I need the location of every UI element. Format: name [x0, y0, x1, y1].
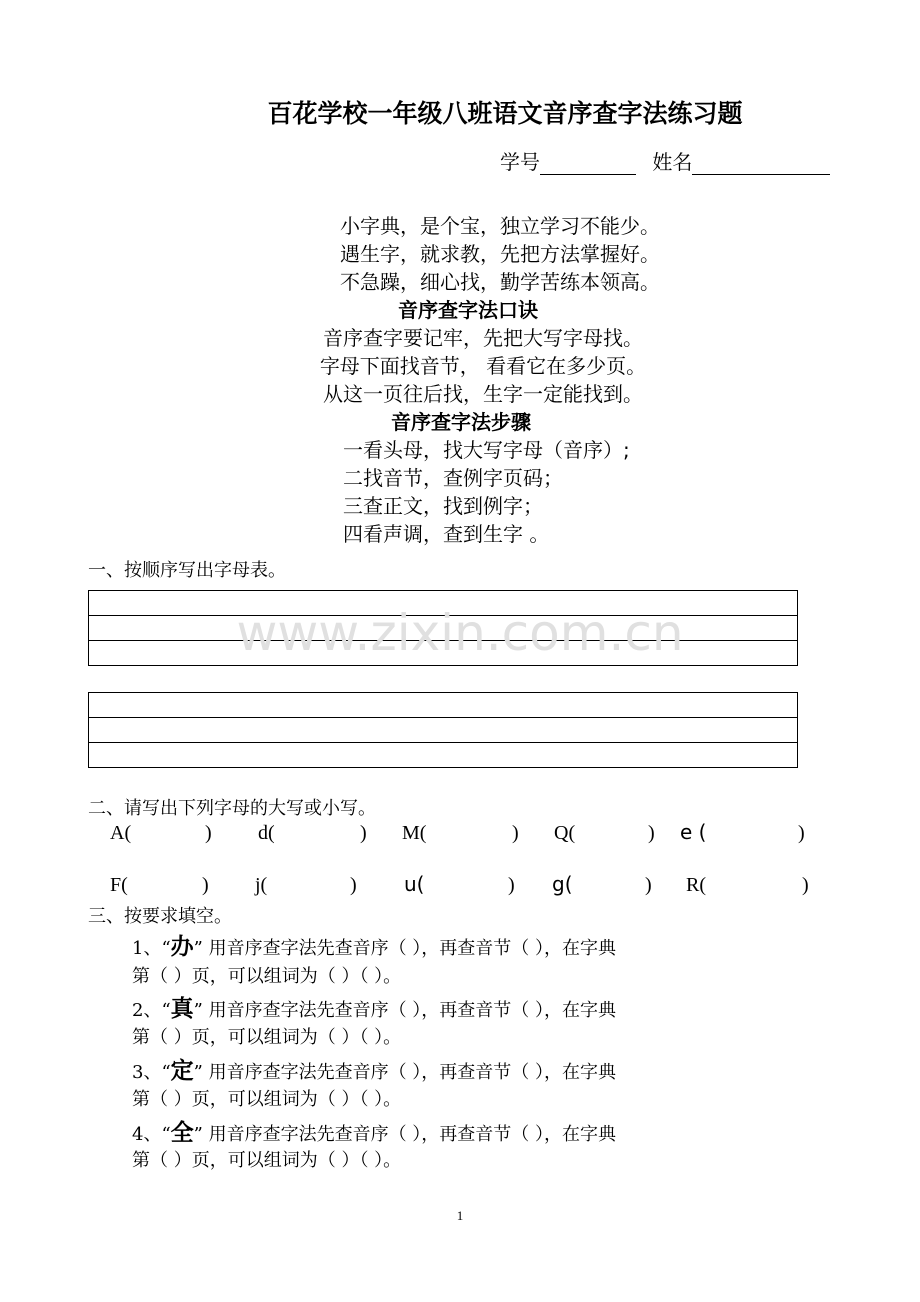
question-3-line-1 [132, 1052, 616, 1085]
question-4-line-2: 第（ ）页，可以组词为（ ）（ ）。 [132, 1150, 402, 1171]
question-number: 2、“ [132, 1000, 171, 1021]
poem-line-3: 不急躁，细心找，勤学苦练本领高。 [340, 270, 660, 294]
page-title: 百花学校一年级八班语文音序查字法练习题 [267, 99, 743, 128]
question-4-line-1 [132, 1114, 616, 1147]
name-blank[interactable] [692, 152, 830, 175]
step-line-3: 三查正文，找到例字； [343, 494, 543, 518]
rhyme-line-2: 字母下面找音节， 看看它在多少页。 [319, 354, 647, 378]
writing-line[interactable] [89, 743, 797, 767]
poem-line-1: 小字典，是个宝，独立学习不能少。 [340, 214, 660, 238]
question-text: ” 用音序查字法先查音序（ ），再查音节（ ），在字典 [193, 1000, 617, 1021]
rhyme-line-3: 从这一页往后找，生字一定能找到。 [323, 382, 643, 406]
letter-prompt: M( [402, 822, 427, 844]
letter-close: ) [205, 822, 212, 844]
question-3-line-2: 第（ ）页，可以组词为（ ）（ ）。 [132, 1089, 402, 1110]
letter-close: ) [508, 874, 515, 896]
student-no-label: 学号 [500, 150, 540, 174]
letter-prompt: d( [258, 822, 275, 844]
target-character: 办 [170, 934, 194, 960]
letter-prompt: u( [404, 872, 425, 896]
writing-line[interactable] [89, 718, 797, 743]
name-label: 姓名 [652, 150, 693, 174]
section-1-heading: 一、按顺序写出字母表。 [88, 560, 286, 581]
target-character: 真 [170, 996, 194, 1022]
letter-prompt: F( [110, 874, 128, 896]
step-line-2: 二找音节，查例字页码； [343, 466, 563, 490]
student-no-blank[interactable] [540, 152, 636, 175]
step-line-1: 一看头母，找大写字母（音序）; [343, 438, 630, 462]
rhyme-line-1: 音序查字要记牢，先把大写字母找。 [323, 326, 643, 350]
question-text: ” 用音序查字法先查音序（ ），再查音节（ ），在字典 [193, 1124, 617, 1145]
question-text: ” 用音序查字法先查音序（ ），再查音节（ ），在字典 [193, 1062, 617, 1083]
page-number: 1 [456, 1208, 464, 1223]
section-3-heading: 三、按要求填空。 [88, 906, 232, 927]
poem-line-2: 遇生字，就求教，先把方法掌握好。 [340, 242, 660, 266]
letter-prompt: g( [552, 872, 573, 896]
steps-heading: 音序查字法步骤 [391, 410, 531, 434]
watermark: www.zixin.com.cn [236, 604, 684, 662]
target-character: 定 [170, 1058, 194, 1084]
step-line-4: 四看声调，查到生字 。 [343, 522, 550, 546]
letter-close: ) [645, 874, 652, 896]
question-2-line-1 [132, 990, 616, 1023]
section-2-heading: 二、请写出下列字母的大写或小写。 [88, 798, 376, 819]
target-character: 全 [170, 1120, 194, 1146]
letter-prompt: Q( [554, 822, 576, 844]
letter-close: ) [648, 822, 655, 844]
question-number: 4、“ [132, 1124, 171, 1145]
letter-prompt: R( [686, 874, 706, 896]
letter-close: ) [798, 822, 805, 844]
letter-close: ) [350, 874, 357, 896]
alphabet-writing-grid-2[interactable] [88, 692, 798, 768]
writing-line[interactable] [89, 693, 797, 718]
question-1-line-2: 第（ ）页，可以组词为（ ）（ ）。 [132, 966, 402, 987]
question-2-line-2: 第（ ）页，可以组词为（ ）（ ）。 [132, 1027, 402, 1048]
question-1-line-1 [132, 928, 616, 961]
letter-close: ) [512, 822, 519, 844]
question-text: ” 用音序查字法先查音序（ ），再查音节（ ），在字典 [193, 938, 617, 959]
letter-close: ) [360, 822, 367, 844]
letter-prompt: A( [110, 822, 132, 844]
letter-close: ) [202, 874, 209, 896]
question-number: 1、“ [132, 938, 171, 959]
letter-prompt: j( [255, 874, 268, 896]
question-number: 3、“ [132, 1062, 171, 1083]
student-id-line [500, 146, 830, 175]
letter-prompt: e ( [680, 820, 707, 844]
letter-close: ) [802, 874, 809, 896]
rhyme-heading: 音序查字法口诀 [398, 298, 538, 322]
